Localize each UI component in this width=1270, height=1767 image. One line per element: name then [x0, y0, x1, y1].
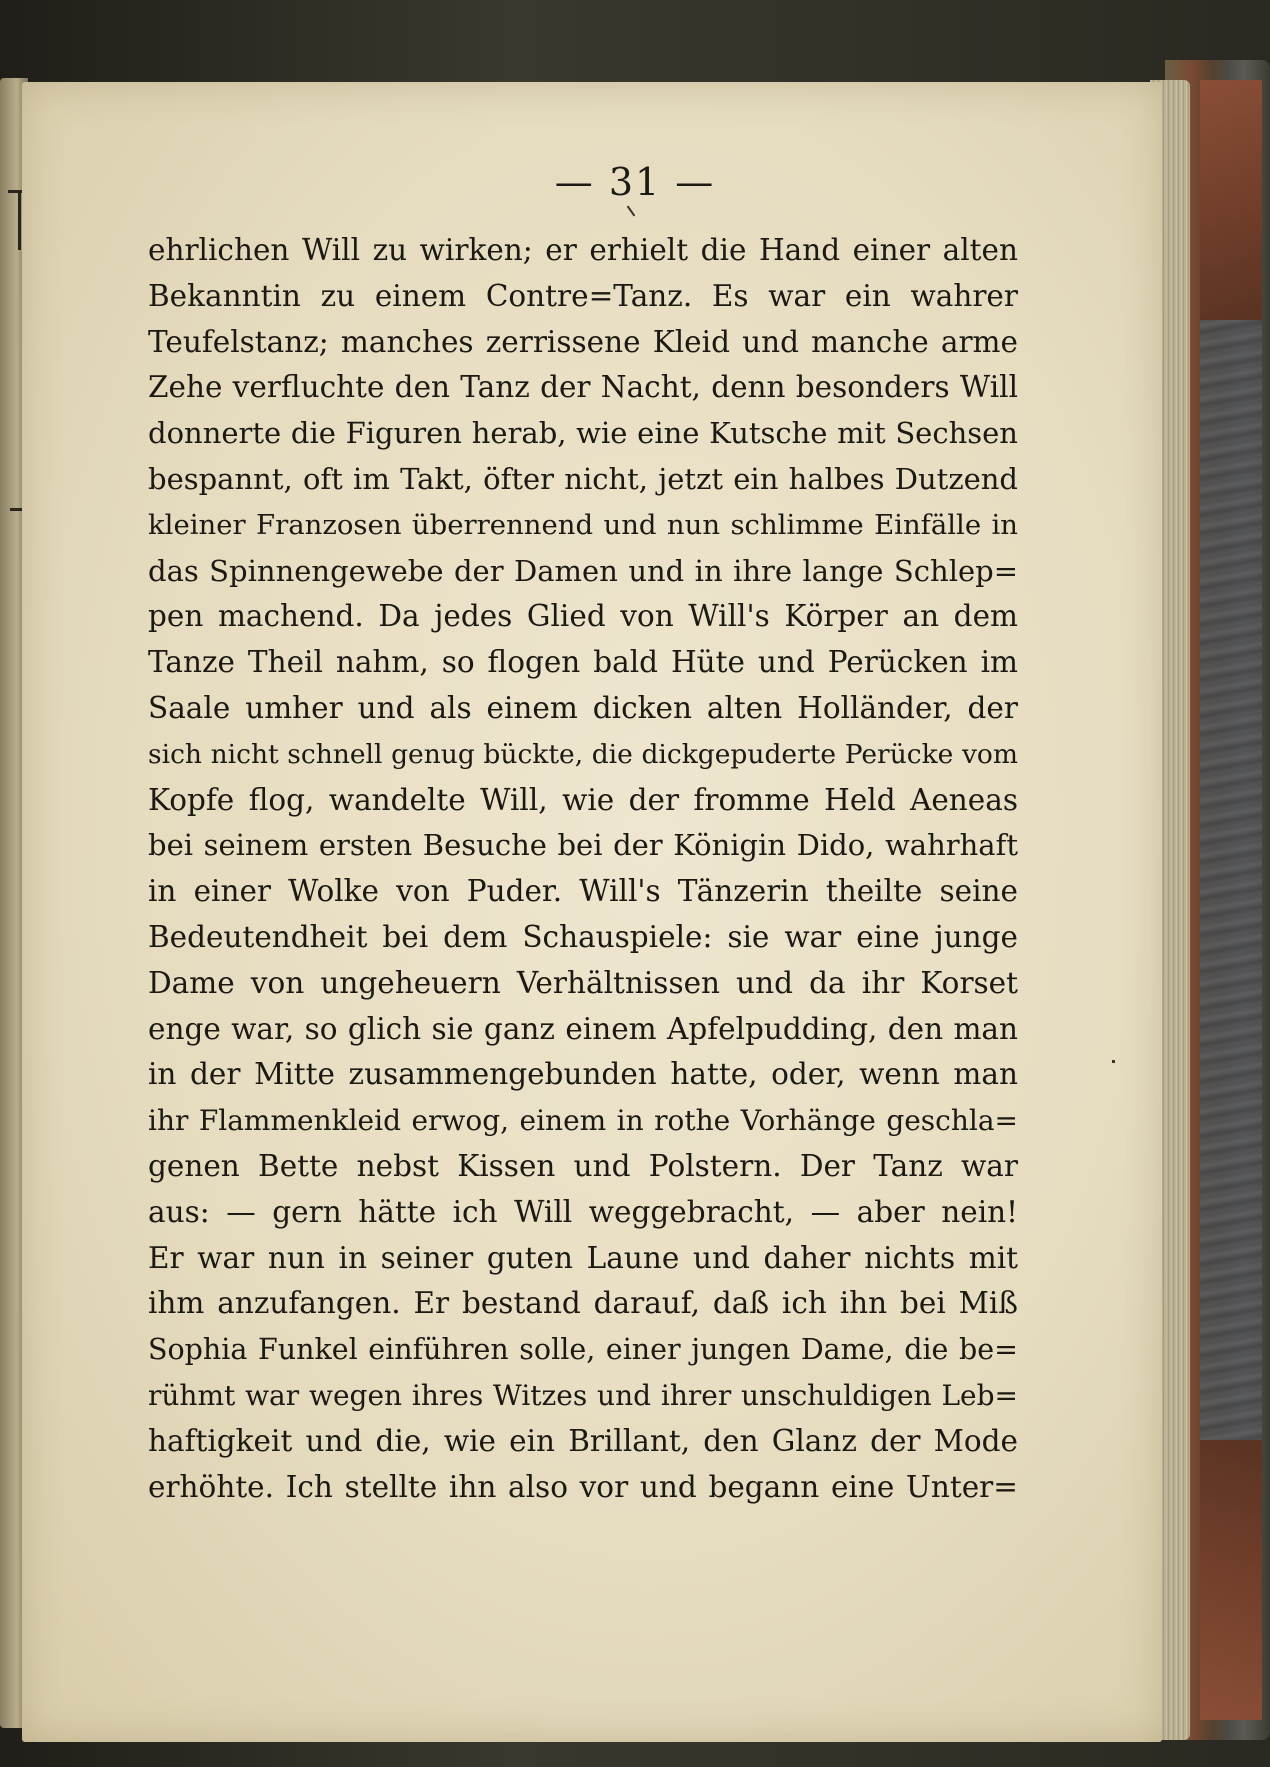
- text-line: Dame von ungeheuern Verhältnissen und da ihr Korset: [148, 965, 1018, 1000]
- text-line: Bekanntin zu einem Contre=Tanz. Es war ein wahrer: [148, 278, 1018, 313]
- page-number-header: — 31 —: [554, 160, 716, 204]
- text-line: aus: — gern hätte ich Will weggebracht, — aber nein!: [148, 1194, 1018, 1229]
- text-line: Saale umher und als einem dicken alten Holländer, der: [148, 690, 1018, 725]
- text-line: erhöhte. Ich stellte ihn also vor und begann eine Unter=: [148, 1469, 1018, 1504]
- text-line: in einer Wolke von Puder. Will's Tänzerin theilte seine: [148, 874, 1018, 909]
- cover-spine-strip: [1200, 320, 1262, 1440]
- text-line: bespannt, oft im Takt, öfter nicht, jetzt ein halbes Dutzend: [148, 461, 1018, 496]
- ink-speck: [1112, 1060, 1115, 1063]
- text-line: donnerte die Figuren herab, wie eine Kutsche mit Sechsen: [148, 416, 1018, 451]
- text-line: pen machend. Da jedes Glied von Will's Körper an dem: [148, 599, 1018, 634]
- cover-corner-bottom: [1200, 1440, 1262, 1720]
- text-line: Er war nun in seiner guten Laune und daher nichts mit: [148, 1240, 1018, 1275]
- text-line: in der Mitte zusammengebunden hatte, oder, wenn man: [148, 1057, 1018, 1092]
- text-line: ihm anzufangen. Er bestand darauf, daß ich ihn bei Miß: [148, 1286, 1018, 1321]
- text-line: Bedeutendheit bei dem Schauspiele: sie war eine junge: [148, 919, 1018, 954]
- text-line: ehrlichen Will zu wirken; er erhielt die Hand einer alten: [148, 233, 1018, 267]
- text-line: enge war, so glich sie ganz einem Apfelpudding, den man: [148, 1011, 1018, 1046]
- text-line: ihr Flammenkleid erwog, einem in rothe Vorhänge geschla=: [148, 1104, 1018, 1138]
- text-line: bei seinem ersten Besuche bei der Königin Dido, wahrhaft: [148, 828, 1018, 863]
- text-line: kleiner Franzosen überrennend und nun schlimme Einfälle in: [148, 508, 1018, 541]
- text-line: haftigkeit und die, wie ein Brillant, den Glanz der Mode: [148, 1423, 1018, 1458]
- page-body-text: [148, 228, 1018, 1510]
- text-line: rühmt war wegen ihres Witzes und ihrer unschuldigen Leb=: [148, 1378, 1018, 1412]
- text-line: Tanze Theil nahm, so flogen bald Hüte und Perücken im: [148, 645, 1018, 680]
- text-line: Teufelstanz; manches zerrissene Kleid und manche arme: [148, 324, 1018, 359]
- text-line: das Spinnengewebe der Damen und in ihre lange Schlep=: [148, 553, 1018, 588]
- text-line: Kopfe flog, wandelte Will, wie der fromme Held Aeneas: [148, 782, 1018, 817]
- text-line: sich nicht schnell genug bückte, die dickgepuderte Perücke vom: [148, 738, 1018, 770]
- text-line: Sophia Funkel einführen solle, einer jungen Dame, die be=: [148, 1333, 1018, 1367]
- text-line: Zehe verfluchte den Tanz der Nacht, denn besonders Will: [148, 370, 1018, 405]
- text-line: genen Bette nebst Kissen und Polstern. Der Tanz war: [148, 1148, 1018, 1183]
